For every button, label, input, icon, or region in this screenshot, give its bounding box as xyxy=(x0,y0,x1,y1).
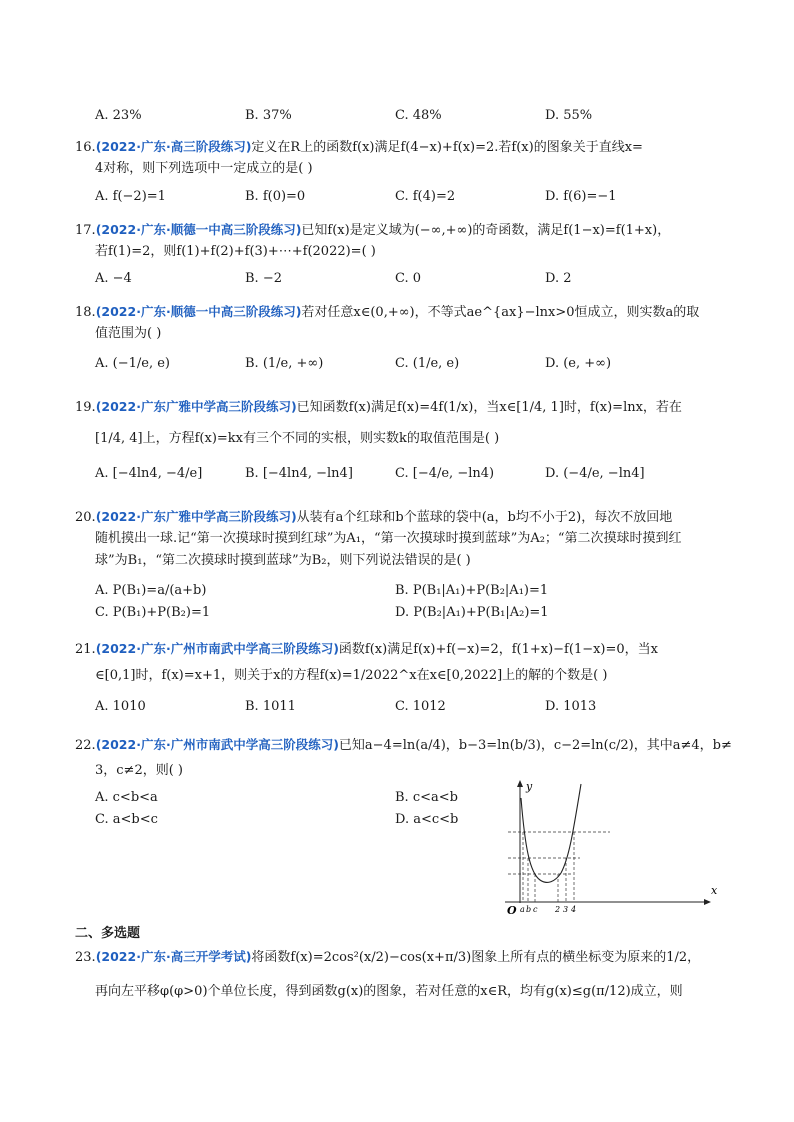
q17-stem-line1 xyxy=(75,221,670,240)
q18-option-a: A. (−1/e, e) xyxy=(95,356,170,371)
q19-source: (2022·广东广雅中学高三阶段练习) xyxy=(95,399,297,414)
q20-option-a: A. P(B₁)=a/(a+b) xyxy=(95,583,207,598)
q21-stem-text: 函数f(x)满足f(x)+f(−x)=2，f(1+x)−f(1−x)=0，当x xyxy=(338,642,659,657)
q22-graph-y-arrow xyxy=(517,780,523,787)
q16-source: (2022·广东·高三阶段练习) xyxy=(95,139,252,154)
q17-stem-line2: 若f(1)=2，则f(1)+f(2)+f(3)+⋯+f(2022)=( ) xyxy=(95,244,376,259)
q22-stem-line2: 3，c≠2，则( ) xyxy=(95,763,183,778)
q19-stem-line2: [1/4, 4]上，方程f(x)=kx有三个不同的实根，则实数k的取值范围是( ) xyxy=(95,431,500,446)
q17-option-d: D. 2 xyxy=(545,271,572,286)
q22-graph-x-label: x xyxy=(711,884,718,897)
q15-option-d: D. 55% xyxy=(545,108,593,123)
q22-function-graph xyxy=(485,778,725,918)
q22-stem-text: 已知a−4=ln(a/4)，b−3=ln(b/3)，c−2=ln(c/2)，其中a≠4，b≠ xyxy=(338,738,732,753)
q17-source: (2022·广东·顺德一中高三阶段练习) xyxy=(95,222,302,237)
q22-graph-curve xyxy=(521,784,581,882)
q19-option-d: D. (−4/e, −ln4] xyxy=(545,466,645,481)
q21-option-c: C. 1012 xyxy=(395,699,446,714)
q22-option-d: D. a<c<b xyxy=(395,812,459,827)
q22-graph-tick-a: a xyxy=(520,905,525,914)
q22-graph-tick-b: b xyxy=(526,905,532,914)
q18-stem-line1 xyxy=(75,303,699,322)
q22-graph-y-label: y xyxy=(526,780,533,793)
q23-number: 23. xyxy=(75,950,96,965)
q23-source: (2022·广东·高三开学考试) xyxy=(95,949,252,964)
q23-stem-text: 将函数f(x)=2cos²(x/2)−cos(x+π/3)图象上所有点的横坐标变为原来的1/2， xyxy=(251,950,701,965)
q20-number: 20. xyxy=(75,510,96,525)
q18-stem-text: 若对任意x∈(0,+∞)，不等式ae^{ax}−lnx>0恒成立，则实数a的取 xyxy=(301,305,700,320)
q19-stem-text: 已知函数f(x)满足f(x)=4f(1/x)，当x∈[1/4, 1]时，f(x)=lnx，若在 xyxy=(296,400,682,415)
q15-option-a: A. 23% xyxy=(95,108,142,123)
q18-option-d: D. (e, +∞) xyxy=(545,356,612,371)
q17-option-b: B. −2 xyxy=(245,271,282,286)
q19-option-a: A. [−4ln4, −4/e] xyxy=(95,466,203,481)
q18-option-c: C. (1/e, e) xyxy=(395,356,460,371)
q18-stem-line2: 值范围为( ) xyxy=(95,326,162,341)
q18-option-b: B. (1/e, +∞) xyxy=(245,356,324,371)
q18-number: 18. xyxy=(75,305,96,320)
q20-option-d: D. P(B₂|A₁)+P(B₁|A₂)=1 xyxy=(395,605,549,620)
q22-graph-x-arrow xyxy=(704,899,711,905)
q21-number: 21. xyxy=(75,642,96,657)
q18-source: (2022·广东·顺德一中高三阶段练习) xyxy=(95,304,302,319)
q20-source: (2022·广东广雅中学高三阶段练习) xyxy=(95,509,297,524)
q23-stem-line1 xyxy=(75,948,700,967)
section-title-multiple-choice: 二、多选题 xyxy=(75,926,141,941)
q20-stem-line2: 随机摸出一球.记“第一次摸球时摸到红球”为A₁，“第一次摸球时摸到蓝球”为A₂；“第二次摸球时摸到红 xyxy=(95,531,682,546)
q21-stem-line1 xyxy=(75,640,658,659)
q22-option-a: A. c<b<a xyxy=(95,790,158,805)
q16-stem-line1 xyxy=(75,138,643,157)
q21-option-a: A. 1010 xyxy=(95,699,146,714)
q16-stem-text: 定义在R上的函数f(x)满足f(4−x)+f(x)=2.若f(x)的图象关于直线x= xyxy=(251,140,643,155)
q20-option-c: C. P(B₁)+P(B₂)=1 xyxy=(95,605,211,620)
q22-source: (2022·广东·广州市南武中学高三阶段练习) xyxy=(95,737,339,752)
q19-stem-line1 xyxy=(75,398,682,417)
q19-number: 19. xyxy=(75,400,96,415)
q21-stem-line2: ∈[0,1]时，f(x)=x+1，则关于x的方程f(x)=1/2022^x在x∈[0,2022]上的解的个数是( ) xyxy=(95,668,608,683)
q16-stem-line2: 4对称，则下列选项中一定成立的是( ) xyxy=(95,161,313,176)
q21-source: (2022·广东·广州市南武中学高三阶段练习) xyxy=(95,641,339,656)
q15-option-c: C. 48% xyxy=(395,108,442,123)
q20-option-b: B. P(B₁|A₁)+P(B₂|A₁)=1 xyxy=(395,583,549,598)
q23-stem-line2: 再向左平移φ(φ>0)个单位长度，得到函数g(x)的图象，若对任意的x∈R，均有g(x)≤g(π/12)成立，则 xyxy=(95,984,683,999)
q22-graph-tick-c: c xyxy=(533,905,538,914)
q17-option-a: A. −4 xyxy=(95,271,132,286)
q17-stem-text: 已知f(x)是定义域为(−∞,+∞)的奇函数，满足f(1−x)=f(1+x)， xyxy=(301,223,671,238)
q20-stem-line1 xyxy=(75,508,672,527)
q22-number: 22. xyxy=(75,738,96,753)
q16-option-d: D. f(6)=−1 xyxy=(545,189,617,204)
q16-option-b: B. f(0)=0 xyxy=(245,189,306,204)
q22-option-b: B. c<a<b xyxy=(395,790,458,805)
q22-graph-tick-4: 4 xyxy=(571,905,577,914)
q15-option-b: B. 37% xyxy=(245,108,292,123)
q16-number: 16. xyxy=(75,140,96,155)
q22-option-c: C. a<b<c xyxy=(95,812,158,827)
q19-option-c: C. [−4/e, −ln4) xyxy=(395,466,495,481)
q21-option-d: D. 1013 xyxy=(545,699,597,714)
q19-option-b: B. [−4ln4, −ln4] xyxy=(245,466,353,481)
q22-graph-origin: O xyxy=(507,904,517,917)
q22-graph-tick-3: 3 xyxy=(563,905,569,914)
q16-option-a: A. f(−2)=1 xyxy=(95,189,166,204)
q16-option-c: C. f(4)=2 xyxy=(395,189,456,204)
q17-number: 17. xyxy=(75,223,96,238)
q21-option-b: B. 1011 xyxy=(245,699,296,714)
q20-stem-text: 从装有a个红球和b个蓝球的袋中(a，b均不小于2)，每次不放回地 xyxy=(296,510,673,525)
q22-stem-line1 xyxy=(75,736,732,755)
q17-option-c: C. 0 xyxy=(395,271,422,286)
q20-stem-line3: 球”为B₁，“第二次摸球时摸到蓝球”为B₂，则下列说法错误的是( ) xyxy=(95,553,471,568)
q22-graph-tick-2: 2 xyxy=(555,905,561,914)
